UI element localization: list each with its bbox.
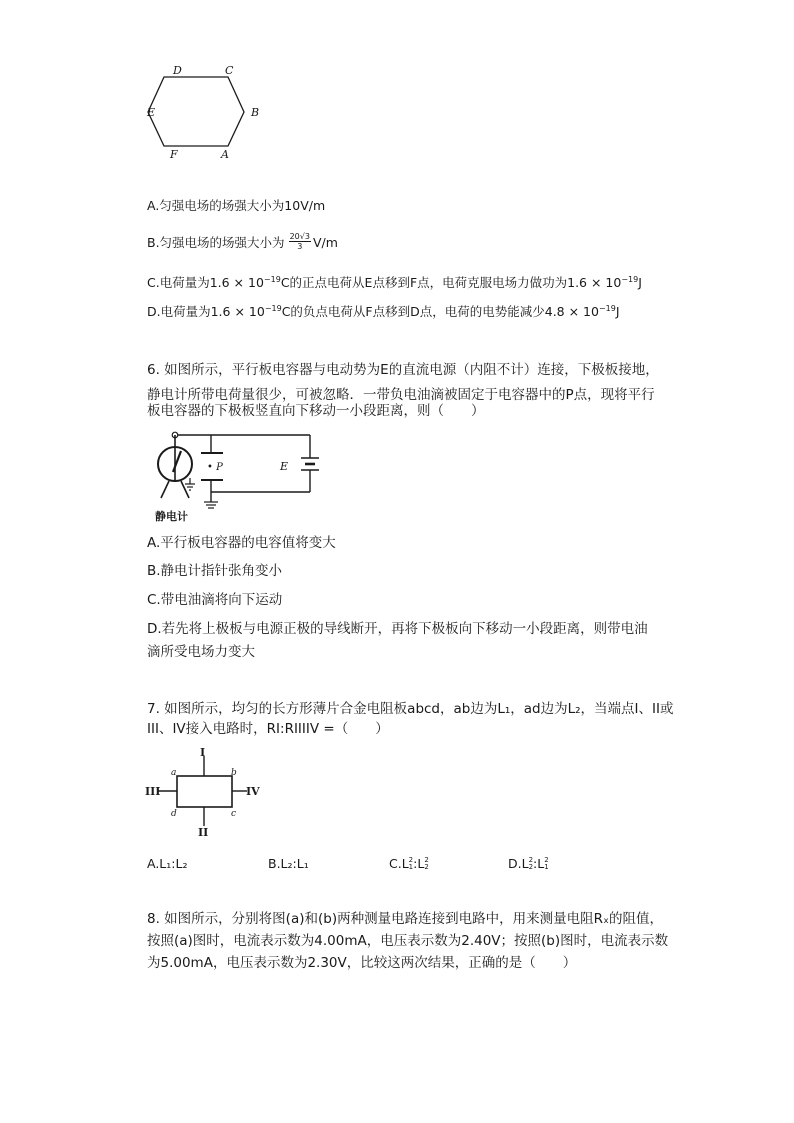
q5-c-exp2: −19 — [621, 274, 639, 284]
q7-stem-line2: III、IV接入电路时，RI:RIIIIV =（ ） — [147, 721, 389, 737]
q6-option-d-line2: 滴所受电场力变大 — [147, 644, 255, 660]
q7-d-script2 — [544, 857, 548, 871]
q5-d-part3: J — [615, 304, 620, 319]
q5-c-part3: J — [638, 275, 642, 290]
vertex-E: E — [147, 106, 156, 119]
q7-option-c — [389, 855, 429, 873]
q6-stem-line1: 6. 如图所示，平行板电容器与电动势为E的直流电源（内阻不计）连接，下极板接地， — [147, 362, 659, 378]
q5-option-b-unit: V/m — [312, 235, 338, 250]
q5-d-part2: C的负点电荷从F点移到D点，电荷的电势能减少4.8 × 10 — [281, 304, 599, 319]
corner-c: c — [231, 809, 237, 819]
q7-c-sub2: 2 — [424, 862, 429, 871]
q7-option-d — [508, 855, 549, 873]
q7-c-script2 — [424, 857, 428, 871]
hexagon-figure — [140, 62, 270, 162]
q6-stem-line2: 静电计所带电荷量很少，可被忽略．一带负电油滴被固定于电容器中的P点，现将平行 — [147, 387, 655, 403]
terminal-I: I — [200, 746, 206, 759]
terminal-IV: IV — [246, 785, 260, 798]
resistor-plate-figure — [142, 744, 267, 839]
q5-d-exp2: −19 — [598, 303, 616, 313]
corner-d: d — [171, 809, 177, 819]
capacitor-circuit-figure — [145, 426, 320, 524]
q5-c-part1: C.电荷量为1.6 × 10 — [147, 275, 264, 290]
q5-option-d — [147, 303, 620, 321]
q7-c-prefix: C.L — [389, 856, 409, 871]
q7-c-mid: :L — [413, 856, 425, 871]
q5-d-part1: D.电荷量为1.6 × 10 — [147, 304, 265, 319]
q7-d-sup2: 2 — [544, 855, 549, 864]
q7-c-script1 — [409, 857, 413, 871]
q6-option-a: A.平行板电容器的电容值将变大 — [147, 535, 336, 551]
vertex-A: A — [221, 148, 229, 161]
q5-option-c — [147, 274, 642, 292]
q5-c-exp1: −19 — [263, 274, 281, 284]
q7-d-sup1: 2 — [528, 855, 534, 864]
q7-d-script1 — [529, 857, 533, 871]
q7-c-sub1: 1 — [408, 862, 414, 871]
q6-option-c: C.带电油滴将向下运动 — [147, 592, 283, 608]
fraction-denominator: 3 — [297, 242, 303, 251]
q7-option-a: A.L₁:L₂ — [147, 856, 188, 871]
q7-stem-line1: 7. 如图所示，均匀的长方形薄片合金电阻板abcd，ab边为L₁，ad边为L₂，当端点I、II或 — [147, 701, 674, 717]
corner-b: b — [231, 768, 237, 778]
q5-c-part2: C的正点电荷从E点移到F点，电荷克服电场力做功为1.6 × 10 — [280, 275, 622, 290]
electrometer-caption: 静电计 — [155, 510, 188, 523]
electrometer-needle — [173, 451, 181, 472]
q6-stem-line3: 板电容器的下极板竖直向下移动一小段距离，则（ ） — [147, 403, 485, 419]
q7-option-b: B.L₂:L₁ — [268, 856, 309, 871]
vertex-F: F — [170, 148, 178, 161]
q7-c-sup1: 2 — [408, 855, 414, 864]
q5-option-b — [147, 234, 338, 253]
q7-d-mid: :L — [533, 856, 545, 871]
q5-d-exp1: −19 — [264, 303, 282, 313]
q7-d-prefix: D.L — [508, 856, 529, 871]
q6-option-b: B.静电计指针张角变小 — [147, 563, 283, 579]
q8-stem-line3: 为5.00mA，电压表示数为2.30V，比较这两次结果，正确的是（ ） — [147, 955, 577, 971]
q7-d-sub1: 2 — [528, 862, 534, 871]
point-p-label: • P — [207, 462, 223, 473]
q5-option-b-text: B.匀强电场的场强大小为 — [147, 235, 285, 250]
terminal-II: II — [198, 826, 209, 839]
vertex-C: C — [225, 64, 234, 77]
q5-option-a: A.匀强电场的场强大小为10V/m — [147, 198, 326, 213]
fraction-numerator: 20√3 — [289, 232, 310, 241]
q8-stem-line1: 8. 如图所示，分别将图(a)和(b)两种测量电路连接到电路中，用来测量电阻Rₓ的阻值， — [147, 911, 663, 927]
q7-c-sup2: 2 — [424, 855, 429, 864]
vertex-D: D — [173, 64, 182, 77]
fraction — [289, 232, 311, 251]
q8-stem-line2: 按照(a)图时，电流表示数为4.00mA，电压表示数为2.40V；按照(b)图时，电流表示数 — [147, 933, 669, 949]
vertex-B: B — [251, 106, 260, 119]
emf-e-label: E — [280, 460, 289, 473]
corner-a: a — [171, 768, 177, 778]
q6-option-d-line1: D.若先将上极板与电源正极的导线断开，再将下极板向下移动一小段距离，则带电油 — [147, 621, 648, 637]
terminal-III: III — [145, 785, 161, 798]
q7-d-sub2: 1 — [544, 862, 549, 871]
